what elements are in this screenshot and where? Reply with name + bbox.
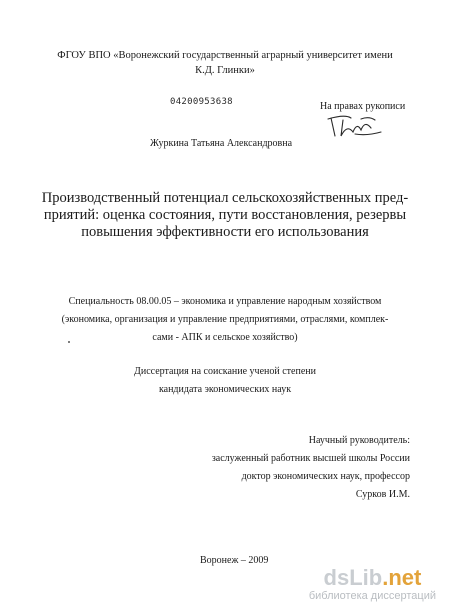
dissertation-line-1: Диссертация на соискание ученой степени (134, 366, 316, 377)
watermark-logo (309, 566, 436, 590)
scan-speck (68, 341, 70, 343)
watermark (309, 566, 436, 603)
advisor-name: Сурков И.М. (355, 489, 410, 500)
organization-line-1: ФГОУ ВПО «Воронежский государственный аграрный университет имени (57, 50, 393, 61)
handwritten-signature (325, 112, 385, 142)
watermark-subtitle: библиотека диссертаций (308, 590, 436, 602)
specialty-line-1: Специальность 08.00.05 – экономика и управление народным хозяйством (68, 296, 382, 307)
advisor-title-1: заслуженный работник высшей школы России (211, 453, 410, 464)
city-year: Воронеж – 2009 (200, 555, 269, 566)
organization-line-2: К.Д. Глинки» (195, 65, 255, 76)
author-name: Журкина Татьяна Александровна (150, 138, 293, 149)
title-line-1: Производственный потенциал сельскохозяйственных пред- (41, 190, 409, 206)
advisor-title-2: доктор экономических наук, профессор (241, 471, 410, 482)
watermark-logo-main: dsLib (323, 565, 383, 590)
rights-note: На правах рукописи (320, 101, 406, 112)
specialty-line-2: (экономика, организация и управление предприятиями, отраслями, комплек- (61, 314, 389, 325)
title-line-2: приятий: оценка состояния, пути восстановления, резервы (43, 207, 407, 223)
specialty-line-3: сами - АПК и сельское хозяйство) (152, 332, 298, 343)
watermark-logo-accent: .net (382, 565, 422, 590)
title-line-3: повышения эффективности его использования (81, 224, 369, 240)
advisor-label: Научный руководитель: (308, 435, 410, 446)
registration-number: 04200953638 (170, 97, 233, 107)
dissertation-line-2: кандидата экономических наук (158, 384, 292, 395)
